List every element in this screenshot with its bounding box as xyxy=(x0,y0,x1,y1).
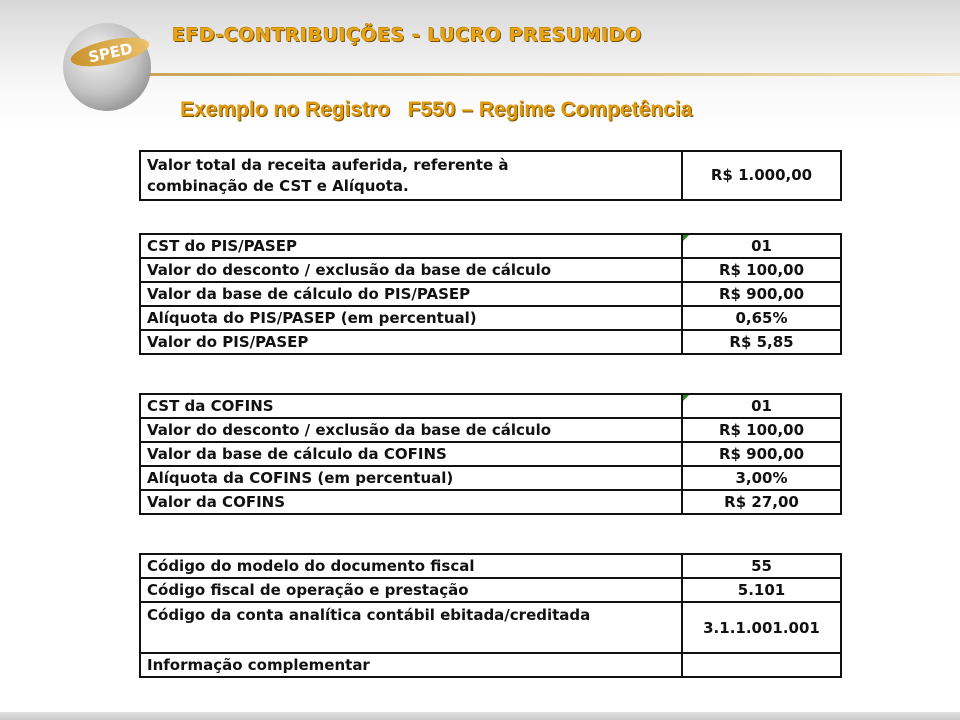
table-row xyxy=(140,258,841,282)
cofins-base-value: R$ 900,00 xyxy=(682,442,841,466)
slide-subtitle: Exemplo no Registro F550 – Regime Competência xyxy=(180,98,693,121)
pis-desconto-value: R$ 100,00 xyxy=(682,258,841,282)
doc-info-label: Informação complementar xyxy=(140,653,682,677)
cofins-aliquota-value: 3,00% xyxy=(682,466,841,490)
table-row xyxy=(140,282,841,306)
table-row xyxy=(140,442,841,466)
header-divider xyxy=(150,73,960,76)
table-row xyxy=(140,554,841,578)
doc-conta-label: Código da conta analítica contábil ebitada/creditada xyxy=(140,602,682,653)
pis-desconto-label: Valor do desconto / exclusão da base de cálculo xyxy=(140,258,682,282)
sped-logo-icon xyxy=(52,12,162,122)
cofins-valor-label: Valor da COFINS xyxy=(140,490,682,514)
receita-table xyxy=(139,150,842,201)
pis-base-label: Valor da base de cálculo do PIS/PASEP xyxy=(140,282,682,306)
logo-text: SPED xyxy=(86,39,135,67)
cofins-cst-value xyxy=(682,394,841,418)
table-row xyxy=(140,466,841,490)
table-row xyxy=(140,394,841,418)
cofins-desconto-label: Valor do desconto / exclusão da base de cálculo xyxy=(140,418,682,442)
pis-valor-value: R$ 5,85 xyxy=(682,330,841,354)
pis-aliquota-label: Alíquota do PIS/PASEP (em percentual) xyxy=(140,306,682,330)
cofins-valor-value: R$ 27,00 xyxy=(682,490,841,514)
table-row xyxy=(140,330,841,354)
receita-label xyxy=(140,151,682,200)
doc-conta-value: 3.1.1.001.001 xyxy=(682,602,841,653)
table-row xyxy=(140,418,841,442)
pis-base-value: R$ 900,00 xyxy=(682,282,841,306)
cell-comment-marker-icon xyxy=(683,235,689,241)
doc-info-value xyxy=(682,653,841,677)
doc-cfop-label: Código fiscal de operação e prestação xyxy=(140,578,682,602)
cofins-base-label: Valor da base de cálculo da COFINS xyxy=(140,442,682,466)
doc-cfop-value: 5.101 xyxy=(682,578,841,602)
cell-comment-marker-icon xyxy=(683,395,689,401)
pis-cst-label: CST do PIS/PASEP xyxy=(140,234,682,258)
table-row xyxy=(140,578,841,602)
table-row xyxy=(140,602,841,653)
cofins-aliquota-label: Alíquota da COFINS (em percentual) xyxy=(140,466,682,490)
pis-cst-value xyxy=(682,234,841,258)
cofins-desconto-value: R$ 100,00 xyxy=(682,418,841,442)
pis-table xyxy=(139,233,842,355)
cofins-cst-text: 01 xyxy=(751,397,772,415)
app-title: EFD-CONTRIBUIÇÕES - LUCRO PRESUMIDO xyxy=(172,24,642,46)
table-row xyxy=(140,151,841,200)
receita-label-line2: combinação de CST e Alíquota. xyxy=(147,176,409,195)
pis-cst-text: 01 xyxy=(751,237,772,255)
table-row xyxy=(140,234,841,258)
receita-label-line1: Valor total da receita auferida, referente à xyxy=(147,155,509,174)
cofins-table xyxy=(139,393,842,515)
table-row xyxy=(140,653,841,677)
pis-valor-label: Valor do PIS/PASEP xyxy=(140,330,682,354)
footer-bar xyxy=(0,712,960,720)
receita-value: R$ 1.000,00 xyxy=(682,151,841,200)
pis-aliquota-value: 0,65% xyxy=(682,306,841,330)
cofins-cst-label: CST da COFINS xyxy=(140,394,682,418)
doc-modelo-label: Código do modelo do documento fiscal xyxy=(140,554,682,578)
doc-modelo-value: 55 xyxy=(682,554,841,578)
table-row xyxy=(140,490,841,514)
documento-table xyxy=(139,553,842,678)
table-row xyxy=(140,306,841,330)
